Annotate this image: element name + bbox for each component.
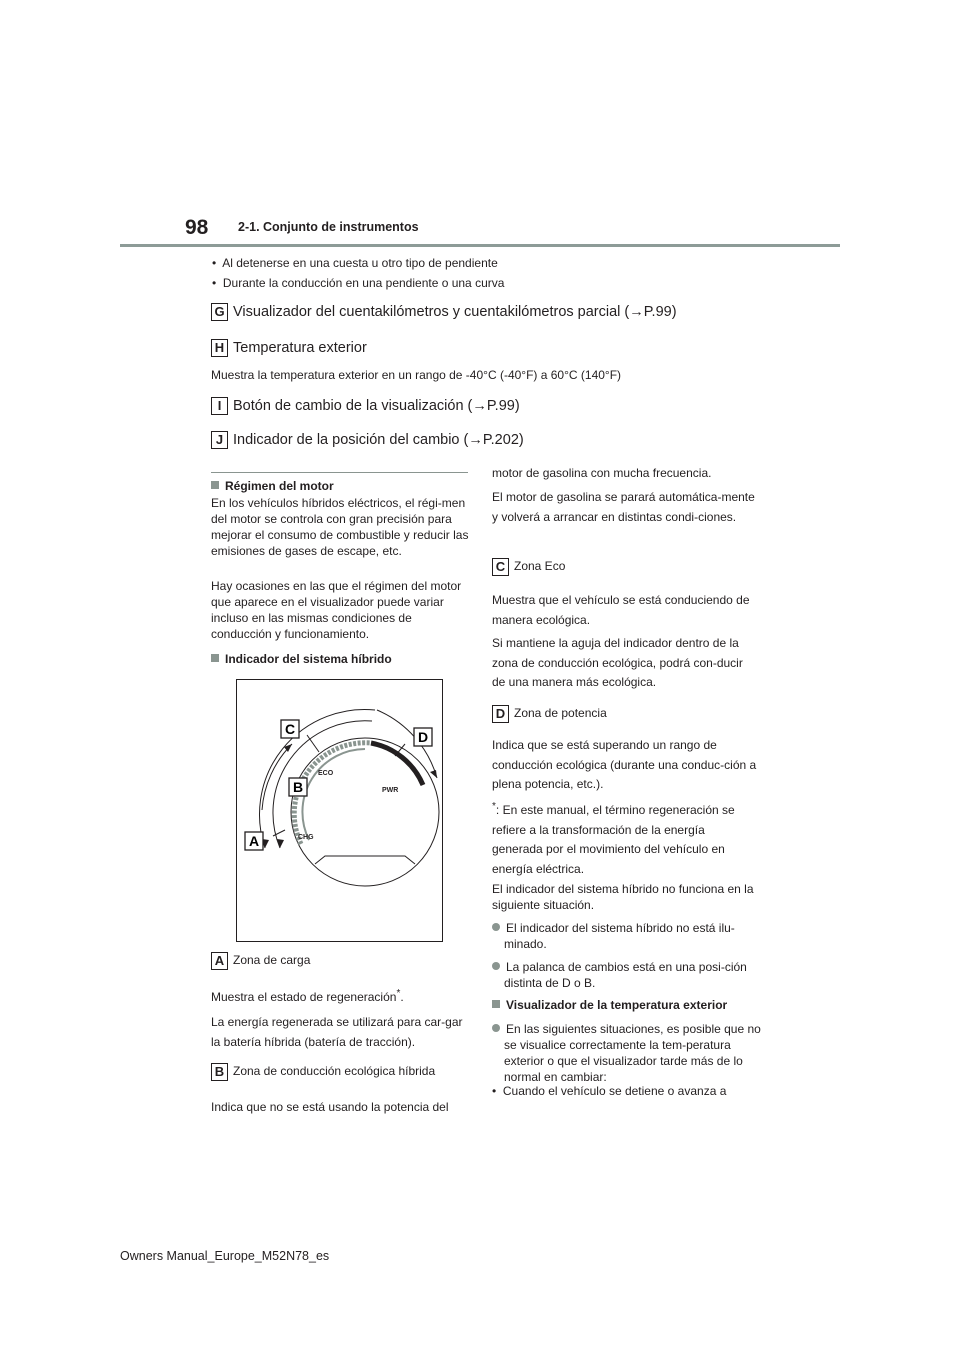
letter-box: H <box>211 339 228 357</box>
zone-c-desc-2: Si mantiene la aguja del indicador dentro de la zona de conducción ecológica, podrá con-ducir de una manera más ecológica. <box>492 636 743 689</box>
hybrid-heading: Indicador del sistema híbrido <box>211 652 392 666</box>
column-divider <box>211 472 468 473</box>
arrow-icon <box>430 770 437 778</box>
zone-c-arc <box>260 709 375 848</box>
list-item: • Durante la conducción en una pendiente o una curva <box>212 276 505 290</box>
zone-c-desc-1: Muestra que el vehículo se está conduciendo de manera ecológica. <box>492 593 750 627</box>
page-number: 98 <box>185 216 209 239</box>
letter-box: I <box>211 397 228 415</box>
zone-d-desc: Indica que se está superando un rango de conducción ecológica (durante una conduc-ción a plena potencia, etc.). <box>492 738 757 791</box>
zone-d-title: D Zona de potencia <box>492 705 607 723</box>
letter-box: C <box>492 558 509 576</box>
continued-text: motor de gasolina con mucha frecuencia. <box>492 466 712 480</box>
not-working-text: El indicador del sistema híbrido no funciona en la siguiente situación. <box>492 882 754 912</box>
zone-a-desc-2: La energía regenerada se utilizará para car-gar la batería híbrida (batería de tracción). <box>211 1015 463 1049</box>
inner-band <box>302 749 365 840</box>
circle-bullet-icon <box>492 962 500 970</box>
header-divider <box>120 244 840 247</box>
zone-b-desc: Indica que no se está usando la potencia del <box>211 1100 449 1114</box>
letter-box: D <box>492 705 509 723</box>
square-bullet-icon <box>211 654 219 662</box>
item-h: H Temperatura exterior <box>211 339 367 357</box>
zone-a-desc-1: Muestra el estado de regeneración*. <box>211 988 404 1004</box>
engine-heading: Régimen del motor <box>211 479 334 493</box>
callout-a: A <box>248 833 260 849</box>
callout-c: C <box>284 721 296 737</box>
letter-box: G <box>211 303 228 321</box>
temp-heading: Visualizador de la temperatura exterior <box>492 998 727 1012</box>
eco-label: ECO <box>318 770 334 777</box>
zone-b-title: B Zona de conducción ecológica híbrida <box>211 1063 435 1081</box>
circle-item-1: El indicador del sistema híbrido no está ilu-minado. <box>492 920 769 952</box>
item-h-desc: Muestra la temperatura exterior en un rango de -40°C (-40°F) a 60°C (140°F) <box>211 368 622 382</box>
right-para-1: El motor de gasolina se parará automática-mente y volverá a arrancar en distintas condi-ciones. <box>492 490 755 524</box>
square-bullet-icon <box>492 1000 500 1008</box>
gauge-display-outline <box>315 856 415 864</box>
section-title: 2-1. Conjunto de instrumentos <box>238 220 419 234</box>
letter-box: J <box>211 431 228 449</box>
item-i: I Botón de cambio de la visualización (→P.99) <box>211 397 520 415</box>
letter-box: B <box>211 1063 228 1081</box>
power-band <box>371 743 423 785</box>
engine-para-2: Hay ocasiones en las que el régimen del motor que aparece en el visualizador puede variar incluso en las mismas condiciones de conducción y funcionamiento. <box>211 579 462 641</box>
footer-text: Owners Manual_Europe_M52N78_es <box>120 1249 330 1263</box>
hybrid-indicator-diagram <box>236 679 443 942</box>
engine-para-1: En los vehículos híbridos eléctricos, el régi-men del motor se controla con gran precisión para mejorar el consumo de combustible y reducir las emisiones de gases de escape, etc. <box>211 496 469 558</box>
zone-a-title: A Zona de carga <box>211 952 310 970</box>
chg-label: CHG <box>298 834 314 841</box>
gauge-circle <box>291 738 439 886</box>
letter-box: A <box>211 952 228 970</box>
zone-c-title: C Zona Eco <box>492 558 565 576</box>
circle-bullet-icon <box>492 1024 500 1032</box>
pwr-label: PWR <box>382 787 399 794</box>
item-j: J Indicador de la posición del cambio (→P.202) <box>211 431 524 449</box>
circle-item-2: La palanca de cambios está en una posi-ción distinta de D o B. <box>492 959 769 991</box>
callout-b: B <box>292 779 304 795</box>
temp-bullet: • Cuando el vehículo se detiene o avanza a <box>492 1084 727 1098</box>
zone-b-arc <box>273 721 372 848</box>
hybrid-gauge-svg <box>237 680 442 941</box>
leader-line-c <box>307 735 319 752</box>
callout-d: D <box>417 729 429 745</box>
list-item: • Al detenerse en una cuesta u otro tipo de pendiente <box>212 256 498 270</box>
square-bullet-icon <box>211 481 219 489</box>
temp-circle-item: En las siguientes situaciones, es posible que no se visualice correctamente la tem-peratura exterior o que el visualizador tarde más de lo normal en cambiar: <box>492 1021 769 1085</box>
item-g: G Visualizador del cuentakilómetros y cuentakilómetros parcial (→P.99) <box>211 303 677 321</box>
footnote: *: En este manual, el término regeneración se refiere a la transformación de la energía generada por el movimiento del vehículo en energía eléctrica. <box>492 801 735 876</box>
circle-bullet-icon <box>492 923 500 931</box>
